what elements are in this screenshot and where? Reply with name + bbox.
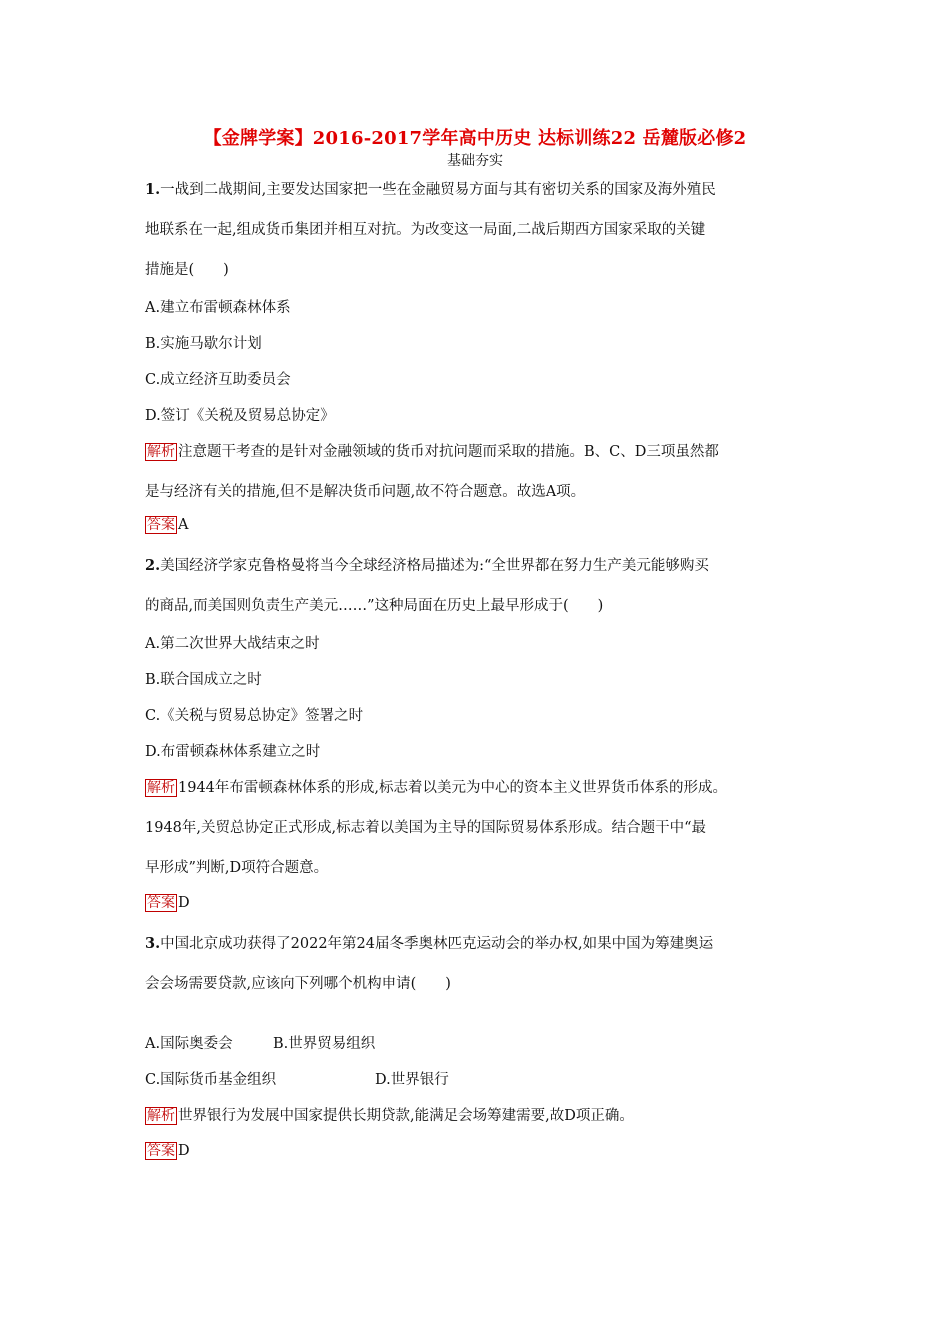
q1-analysis-line1 bbox=[145, 440, 719, 461]
q1-number: 1. bbox=[145, 181, 161, 198]
q2-stem-line2: 的商品,而美国则负责生产美元……”这种局面在历史上最早形成于( ) bbox=[145, 598, 604, 614]
analysis-tag: 解析 bbox=[147, 1108, 175, 1124]
q1-analysis-line2: 是与经济有关的措施,但不是解决货币问题,故不符合题意。故选A项。 bbox=[145, 484, 586, 500]
analysis-tag: 解析 bbox=[147, 780, 175, 796]
q1-option-b: B.实施马歇尔计划 bbox=[145, 336, 262, 352]
q2-analysis-line1 bbox=[145, 776, 727, 797]
answer-tag: 答案 bbox=[147, 895, 175, 911]
q2-answer bbox=[145, 894, 190, 912]
q3-stem-line1 bbox=[145, 932, 713, 953]
analysis-tag: 解析 bbox=[147, 444, 175, 460]
q1-stem-line2: 地联系在一起,组成货币集团并相互对抗。为改变这一局面,二战后期西方国家采取的关键 bbox=[145, 222, 706, 238]
section-subtitle: 基础夯实 bbox=[447, 153, 503, 169]
q2-answer-value: D bbox=[178, 895, 190, 911]
q2-analysis-line2: 1948年,关贸总协定正式形成,标志着以美国为主导的国际贸易体系形成。结合题干中“最 bbox=[145, 820, 707, 836]
q3-options-row2 bbox=[145, 1068, 449, 1089]
q3-stem-line2: 会会场需要贷款,应该向下列哪个机构申请( ) bbox=[145, 976, 451, 992]
document-title: 【金牌学案】2016-2017学年高中历史 达标训练22 岳麓版必修2 bbox=[203, 128, 747, 149]
q2-option-b: B.联合国成立之时 bbox=[145, 672, 262, 688]
q1-stem-text1: 一战到二战期间,主要发达国家把一些在金融贸易方面与其有密切关系的国家及海外殖民 bbox=[160, 182, 716, 198]
q3-analysis-line1 bbox=[145, 1104, 634, 1125]
q2-option-d: D.布雷顿森林体系建立之时 bbox=[145, 744, 321, 760]
q2-stem-line1 bbox=[145, 554, 709, 575]
q3-option-a: A.国际奥委会 bbox=[145, 1036, 233, 1052]
q3-answer-value: D bbox=[178, 1143, 190, 1159]
q1-option-c: C.成立经济互助委员会 bbox=[145, 372, 291, 388]
q2-stem-text1: 美国经济学家克鲁格曼将当今全球经济格局描述为:“全世界都在努力生产美元能够购买 bbox=[160, 558, 709, 574]
q3-option-b: B.世界贸易组织 bbox=[273, 1036, 376, 1052]
q3-analysis-text1: 世界银行为发展中国家提供长期贷款,能满足会场筹建需要,故D项正确。 bbox=[178, 1108, 634, 1124]
q3-stem-text1: 中国北京成功获得了2022年第24届冬季奥林匹克运动会的举办权,如果中国为筹建奥运 bbox=[160, 936, 714, 952]
q1-answer bbox=[145, 516, 188, 534]
q3-number: 3. bbox=[145, 935, 161, 952]
q1-option-a: A.建立布雷顿森林体系 bbox=[145, 300, 291, 316]
q2-analysis-text1: 1944年布雷顿森林体系的形成,标志着以美元为中心的资本主义世界货币体系的形成。 bbox=[178, 780, 728, 796]
q2-analysis-line3: 早形成”判断,D项符合题意。 bbox=[145, 860, 329, 876]
q3-answer bbox=[145, 1142, 190, 1160]
q3-options-row1 bbox=[145, 1032, 375, 1053]
q1-stem-line3: 措施是( ) bbox=[145, 262, 229, 278]
q1-option-d: D.签订《关税及贸易总协定》 bbox=[145, 408, 335, 424]
q1-answer-value: A bbox=[178, 517, 189, 533]
q2-option-c: C.《关税与贸易总协定》签署之时 bbox=[145, 708, 364, 724]
q1-stem-line1 bbox=[145, 178, 716, 199]
q1-analysis-text1: 注意题干考查的是针对金融领域的货币对抗问题而采取的措施。B、C、D三项虽然都 bbox=[178, 444, 719, 460]
q3-option-c: C.国际货币基金组织 bbox=[145, 1072, 277, 1088]
answer-tag: 答案 bbox=[147, 1143, 175, 1159]
q2-option-a: A.第二次世界大战结束之时 bbox=[145, 636, 320, 652]
q2-number: 2. bbox=[145, 557, 161, 574]
q3-option-d: D.世界银行 bbox=[375, 1072, 449, 1088]
answer-tag: 答案 bbox=[147, 517, 175, 533]
